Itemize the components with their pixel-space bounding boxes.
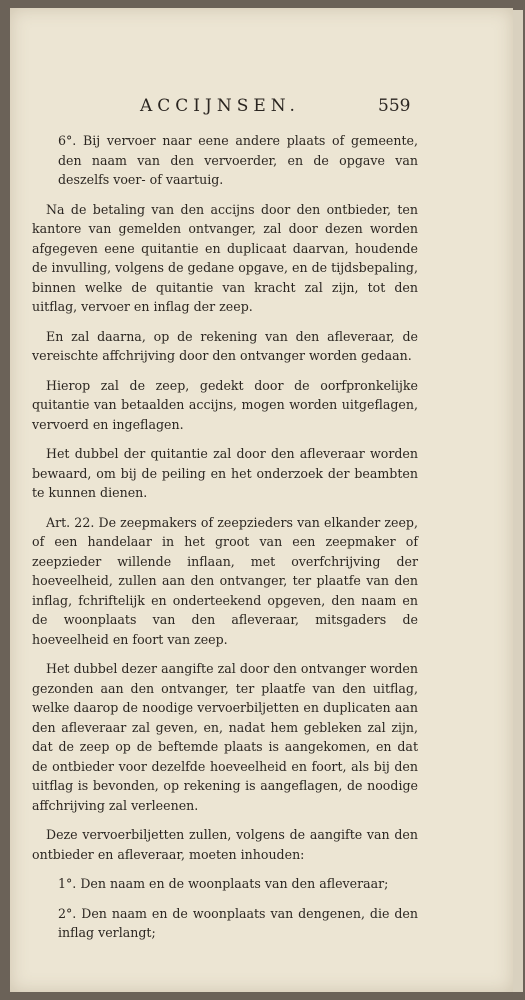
list-item: 1°. Den naam en de woonplaats van den afleveraar; — [58, 876, 389, 891]
body-text — [32, 131, 418, 953]
paragraph: 6°. Bij vervoer naar eene andere plaats of gemeente, den naam van den vervoerder, en de opgave van deszelfs voer- of vaartuig. — [58, 133, 418, 187]
page-number: 559 — [378, 96, 411, 116]
paragraph: Hierop zal de zeep, gedekt door de oorfpronkelijke quitantie van betaalden accijns, mogen worden uitgeflagen, vervoerd en ingeflagen. — [32, 377, 418, 432]
paragraph: Na de betaling van den accijns door den ontbieder, ten kantore van gemelden ontvanger, zal door dezen worden afgegeven eene quitantie en duplicaat daarvan, houdende de invulling, volgens de gedane opgave, en de tijdsbepaling, binnen welke de quitantie van kracht zal zijn, tot den uitflag, vervoer en inflag der zeep. — [32, 201, 418, 314]
paragraph: En zal daarna, op de rekening van den afleveraar, de vereischte affchrijving door den ontvanger worden gedaan. — [32, 328, 418, 363]
running-title: ACCIJNSEN. — [140, 96, 300, 116]
paragraph: Deze vervoerbiljetten zullen, volgens de aangifte van den ontbieder en afleveraar, moeten inhouden: — [32, 827, 418, 862]
paragraph: Het dubbel der quitantie zal door den afleveraar worden bewaard, om bij de peiling en het onderzoek der beambten te kunnen dienen. — [32, 446, 418, 500]
list-item: 2°. Den naam en de woonplaats van dengenen, die den inflag verlangt; — [58, 905, 418, 940]
page-header — [10, 96, 513, 120]
paragraph: Het dubbel dezer aangifte zal door den ontvanger worden gezonden aan den ontvanger, ter plaatfe van den uitflag, welke daarop de noodige vervoerbiljetten en duplicaten aan den afleveraar zal geven, en, nadat hem gebleken zal zijn, dat de zeep op de beftemde plaats is aangekomen, en dat de ontbieder voor dezelfde hoeveelheid en foort, als bij den uitflag is bevonden, op rekening is aangeflagen, de noodige affchrijving zal verleenen. — [32, 661, 418, 813]
book-page — [10, 8, 513, 992]
paragraph: Art. 22. De zeepmakers of zeepzieders van elkander zeep, of een handelaar in het groot van een zeepmaker of zeepzieder willende inflaan, met overfchrijving der hoeveelheid, zullen aan den ontvanger, ter plaatfe van den inflag, fchriftelijk en onderteekend opgeven, den naam en de woonplaats van den afleveraar, mitsgaders de hoeveelheid en foort van zeep. — [32, 514, 418, 647]
